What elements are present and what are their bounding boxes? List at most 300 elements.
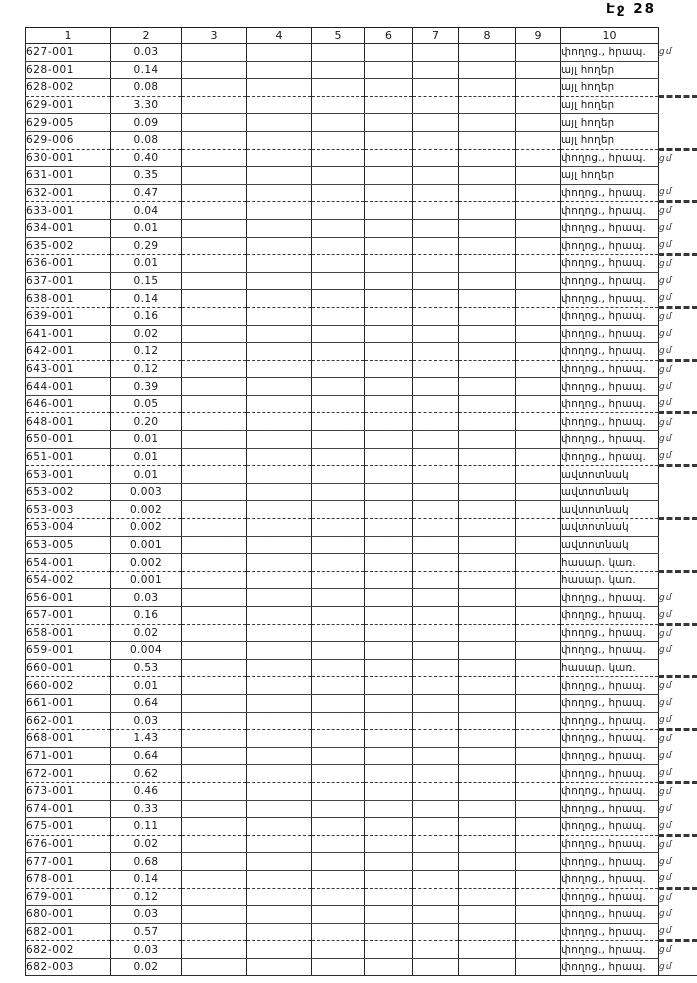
empty-cell bbox=[247, 694, 312, 712]
empty-cell bbox=[459, 131, 516, 149]
margin-note-cell bbox=[659, 554, 697, 572]
empty-cell bbox=[247, 941, 312, 959]
table-row bbox=[26, 906, 697, 924]
empty-cell bbox=[182, 307, 247, 325]
empty-cell bbox=[413, 378, 459, 396]
empty-cell bbox=[413, 941, 459, 959]
table-row bbox=[26, 519, 697, 537]
empty-cell bbox=[247, 835, 312, 853]
empty-cell bbox=[516, 818, 561, 836]
area-value-cell: 0.01 bbox=[111, 255, 182, 273]
empty-cell bbox=[182, 659, 247, 677]
parcel-id-cell: 676-001 bbox=[26, 835, 111, 853]
area-value-cell: 0.40 bbox=[111, 149, 182, 167]
table-row bbox=[26, 431, 697, 449]
empty-cell bbox=[413, 360, 459, 378]
table-row bbox=[26, 642, 697, 660]
parcel-id-cell: 674-001 bbox=[26, 800, 111, 818]
empty-cell bbox=[182, 255, 247, 273]
parcel-id-cell: 661-001 bbox=[26, 694, 111, 712]
column-header: 5 bbox=[312, 28, 365, 44]
empty-cell bbox=[516, 343, 561, 361]
empty-cell bbox=[413, 712, 459, 730]
empty-cell bbox=[312, 923, 365, 941]
parcel-id-cell: 679-001 bbox=[26, 888, 111, 906]
empty-cell bbox=[182, 378, 247, 396]
empty-cell bbox=[312, 589, 365, 607]
land-use-cell: փողոց., հրապ. bbox=[561, 431, 659, 449]
margin-note-cell: ցմ bbox=[659, 448, 697, 466]
empty-cell bbox=[365, 800, 413, 818]
parcel-id-cell: 638-001 bbox=[26, 290, 111, 308]
land-use-cell: այլ հողեր bbox=[561, 96, 659, 114]
empty-cell bbox=[247, 378, 312, 396]
empty-cell bbox=[312, 800, 365, 818]
table-row bbox=[26, 800, 697, 818]
empty-cell bbox=[312, 607, 365, 625]
empty-cell bbox=[459, 184, 516, 202]
margin-note-cell: ցմ bbox=[659, 694, 697, 712]
table-row bbox=[26, 466, 697, 484]
empty-cell bbox=[182, 554, 247, 572]
column-header: 7 bbox=[413, 28, 459, 44]
table-row bbox=[26, 659, 697, 677]
empty-cell bbox=[365, 149, 413, 167]
empty-cell bbox=[459, 923, 516, 941]
empty-cell bbox=[413, 149, 459, 167]
empty-cell bbox=[182, 466, 247, 484]
empty-cell bbox=[247, 325, 312, 343]
table-row bbox=[26, 325, 697, 343]
empty-cell bbox=[365, 659, 413, 677]
empty-cell bbox=[247, 131, 312, 149]
parcel-id-cell: 642-001 bbox=[26, 343, 111, 361]
empty-cell bbox=[413, 782, 459, 800]
empty-cell bbox=[182, 272, 247, 290]
empty-cell bbox=[413, 694, 459, 712]
empty-cell bbox=[312, 61, 365, 79]
empty-cell bbox=[247, 730, 312, 748]
empty-cell bbox=[312, 395, 365, 413]
empty-cell bbox=[365, 395, 413, 413]
empty-cell bbox=[247, 61, 312, 79]
empty-cell bbox=[459, 395, 516, 413]
empty-cell bbox=[182, 290, 247, 308]
page-number-label: Էջ 28 bbox=[606, 1, 657, 17]
empty-cell bbox=[365, 96, 413, 114]
empty-cell bbox=[365, 782, 413, 800]
empty-cell bbox=[365, 818, 413, 836]
area-value-cell: 0.16 bbox=[111, 307, 182, 325]
empty-cell bbox=[365, 184, 413, 202]
column-header: 3 bbox=[182, 28, 247, 44]
empty-cell bbox=[312, 255, 365, 273]
area-value-cell: 0.12 bbox=[111, 360, 182, 378]
land-use-cell: փողոց., հրապ. bbox=[561, 272, 659, 290]
land-use-cell: այլ հողեր bbox=[561, 131, 659, 149]
empty-cell bbox=[413, 519, 459, 537]
parcel-id-cell: 662-001 bbox=[26, 712, 111, 730]
empty-cell bbox=[365, 888, 413, 906]
empty-cell bbox=[182, 360, 247, 378]
empty-cell bbox=[182, 677, 247, 695]
land-use-cell: ավտոտնակ bbox=[561, 519, 659, 537]
empty-cell bbox=[516, 483, 561, 501]
area-value-cell: 0.68 bbox=[111, 853, 182, 871]
empty-cell bbox=[365, 61, 413, 79]
empty-cell bbox=[247, 184, 312, 202]
area-value-cell: 0.02 bbox=[111, 325, 182, 343]
empty-cell bbox=[365, 466, 413, 484]
margin-note-cell: ցմ bbox=[659, 853, 697, 871]
empty-cell bbox=[516, 835, 561, 853]
empty-cell bbox=[459, 888, 516, 906]
empty-cell bbox=[247, 607, 312, 625]
parcel-id-cell: 632-001 bbox=[26, 184, 111, 202]
empty-cell bbox=[365, 360, 413, 378]
parcel-id-cell: 641-001 bbox=[26, 325, 111, 343]
empty-cell bbox=[247, 818, 312, 836]
empty-cell bbox=[413, 184, 459, 202]
margin-note-cell: ցմ bbox=[659, 237, 697, 255]
column-header: 8 bbox=[459, 28, 516, 44]
empty-cell bbox=[413, 325, 459, 343]
empty-cell bbox=[182, 607, 247, 625]
margin-note-cell: ցմ bbox=[659, 589, 697, 607]
land-use-cell: փողոց., հրապ. bbox=[561, 219, 659, 237]
empty-cell bbox=[459, 747, 516, 765]
empty-cell bbox=[516, 958, 561, 976]
empty-cell bbox=[182, 237, 247, 255]
land-use-cell: փողոց., հրապ. bbox=[561, 958, 659, 976]
table-body bbox=[26, 44, 697, 976]
empty-cell bbox=[182, 325, 247, 343]
parcel-id-cell: 633-001 bbox=[26, 202, 111, 220]
empty-cell bbox=[459, 61, 516, 79]
empty-cell bbox=[516, 677, 561, 695]
table-row bbox=[26, 765, 697, 783]
empty-cell bbox=[516, 114, 561, 132]
empty-cell bbox=[312, 360, 365, 378]
margin-note-cell: ցմ bbox=[659, 360, 697, 378]
empty-cell bbox=[182, 131, 247, 149]
empty-cell bbox=[365, 431, 413, 449]
empty-cell bbox=[247, 219, 312, 237]
land-use-cell: փողոց., հրապ. bbox=[561, 307, 659, 325]
table-row bbox=[26, 571, 697, 589]
empty-cell bbox=[312, 184, 365, 202]
parcel-id-cell: 682-003 bbox=[26, 958, 111, 976]
margin-note-cell: ցմ bbox=[659, 307, 697, 325]
empty-cell bbox=[413, 44, 459, 62]
empty-cell bbox=[459, 800, 516, 818]
empty-cell bbox=[182, 624, 247, 642]
table-row bbox=[26, 888, 697, 906]
margin-note-cell: ցմ bbox=[659, 184, 697, 202]
land-use-cell: այլ հողեր bbox=[561, 79, 659, 97]
empty-cell bbox=[459, 79, 516, 97]
empty-cell bbox=[247, 677, 312, 695]
empty-cell bbox=[312, 483, 365, 501]
parcel-id-cell: 631-001 bbox=[26, 167, 111, 185]
land-use-cell: փողոց., հրապ. bbox=[561, 694, 659, 712]
area-value-cell: 0.02 bbox=[111, 835, 182, 853]
land-use-cell: փողոց., հրապ. bbox=[561, 765, 659, 783]
table-row bbox=[26, 360, 697, 378]
empty-cell bbox=[516, 800, 561, 818]
area-value-cell: 0.01 bbox=[111, 219, 182, 237]
empty-cell bbox=[516, 624, 561, 642]
empty-cell bbox=[516, 131, 561, 149]
table-row bbox=[26, 870, 697, 888]
empty-cell bbox=[516, 44, 561, 62]
empty-cell bbox=[312, 624, 365, 642]
parcel-id-cell: 672-001 bbox=[26, 765, 111, 783]
empty-cell bbox=[182, 694, 247, 712]
empty-cell bbox=[516, 607, 561, 625]
empty-cell bbox=[247, 96, 312, 114]
empty-cell bbox=[459, 571, 516, 589]
area-value-cell: 0.03 bbox=[111, 906, 182, 924]
empty-cell bbox=[365, 571, 413, 589]
parcel-id-cell: 646-001 bbox=[26, 395, 111, 413]
area-value-cell: 0.003 bbox=[111, 483, 182, 501]
empty-cell bbox=[312, 202, 365, 220]
empty-cell bbox=[413, 607, 459, 625]
parcel-id-cell: 648-001 bbox=[26, 413, 111, 431]
land-use-cell: փողոց., հրապ. bbox=[561, 607, 659, 625]
parcel-id-cell: 644-001 bbox=[26, 378, 111, 396]
empty-cell bbox=[182, 853, 247, 871]
empty-cell bbox=[413, 61, 459, 79]
empty-cell bbox=[365, 167, 413, 185]
empty-cell bbox=[312, 325, 365, 343]
empty-cell bbox=[182, 818, 247, 836]
land-use-cell: փողոց., հրապ. bbox=[561, 712, 659, 730]
empty-cell bbox=[516, 448, 561, 466]
table-header-row bbox=[26, 28, 697, 44]
area-value-cell: 0.15 bbox=[111, 272, 182, 290]
empty-cell bbox=[459, 835, 516, 853]
empty-cell bbox=[516, 325, 561, 343]
empty-cell bbox=[459, 448, 516, 466]
table-row bbox=[26, 413, 697, 431]
empty-cell bbox=[459, 360, 516, 378]
empty-cell bbox=[413, 677, 459, 695]
empty-cell bbox=[247, 642, 312, 660]
empty-cell bbox=[459, 149, 516, 167]
empty-cell bbox=[516, 431, 561, 449]
empty-cell bbox=[413, 114, 459, 132]
column-header: 2 bbox=[111, 28, 182, 44]
empty-cell bbox=[459, 554, 516, 572]
empty-cell bbox=[413, 906, 459, 924]
empty-cell bbox=[365, 853, 413, 871]
empty-cell bbox=[365, 219, 413, 237]
empty-cell bbox=[413, 343, 459, 361]
empty-cell bbox=[312, 167, 365, 185]
margin-note-cell: ցմ bbox=[659, 835, 697, 853]
empty-cell bbox=[247, 114, 312, 132]
margin-note-cell bbox=[659, 659, 697, 677]
empty-cell bbox=[182, 712, 247, 730]
area-value-cell: 0.64 bbox=[111, 747, 182, 765]
empty-cell bbox=[247, 659, 312, 677]
margin-note-cell: ցմ bbox=[659, 958, 697, 976]
empty-cell bbox=[413, 835, 459, 853]
land-use-cell: փողոց., հրապ. bbox=[561, 835, 659, 853]
margin-note-cell: ցմ bbox=[659, 272, 697, 290]
empty-cell bbox=[413, 554, 459, 572]
empty-cell bbox=[312, 536, 365, 554]
empty-cell bbox=[459, 501, 516, 519]
empty-cell bbox=[247, 149, 312, 167]
margin-note-cell: ցմ bbox=[659, 782, 697, 800]
area-value-cell: 0.01 bbox=[111, 677, 182, 695]
empty-cell bbox=[182, 941, 247, 959]
parcel-id-cell: 682-001 bbox=[26, 923, 111, 941]
empty-cell bbox=[182, 448, 247, 466]
land-use-cell: փողոց., հրապ. bbox=[561, 325, 659, 343]
empty-cell bbox=[312, 677, 365, 695]
margin-note-cell: ցմ bbox=[659, 730, 697, 748]
empty-cell bbox=[459, 589, 516, 607]
empty-cell bbox=[459, 202, 516, 220]
margin-note-cell: ցմ bbox=[659, 395, 697, 413]
empty-cell bbox=[516, 906, 561, 924]
empty-cell bbox=[459, 712, 516, 730]
table-row bbox=[26, 44, 697, 62]
empty-cell bbox=[413, 395, 459, 413]
parcel-id-cell: 654-002 bbox=[26, 571, 111, 589]
land-use-cell: փողոց., հրապ. bbox=[561, 677, 659, 695]
empty-cell bbox=[182, 483, 247, 501]
area-value-cell: 0.29 bbox=[111, 237, 182, 255]
area-value-cell: 0.01 bbox=[111, 448, 182, 466]
parcel-id-cell: 657-001 bbox=[26, 607, 111, 625]
empty-cell bbox=[413, 79, 459, 97]
empty-cell bbox=[516, 923, 561, 941]
empty-cell bbox=[312, 765, 365, 783]
margin-note-cell bbox=[659, 131, 697, 149]
empty-cell bbox=[413, 589, 459, 607]
table-row bbox=[26, 96, 697, 114]
area-value-cell: 0.12 bbox=[111, 343, 182, 361]
empty-cell bbox=[516, 307, 561, 325]
area-value-cell: 0.39 bbox=[111, 378, 182, 396]
empty-cell bbox=[182, 395, 247, 413]
margin-note-cell bbox=[659, 96, 697, 114]
empty-cell bbox=[365, 290, 413, 308]
empty-cell bbox=[247, 765, 312, 783]
parcel-id-cell: 675-001 bbox=[26, 818, 111, 836]
area-value-cell: 0.35 bbox=[111, 167, 182, 185]
empty-cell bbox=[247, 307, 312, 325]
empty-cell bbox=[247, 554, 312, 572]
empty-cell bbox=[312, 44, 365, 62]
empty-cell bbox=[182, 149, 247, 167]
margin-note-cell: ցմ bbox=[659, 413, 697, 431]
empty-cell bbox=[516, 202, 561, 220]
empty-cell bbox=[413, 466, 459, 484]
empty-cell bbox=[459, 818, 516, 836]
empty-cell bbox=[459, 870, 516, 888]
empty-cell bbox=[365, 255, 413, 273]
area-value-cell: 0.12 bbox=[111, 888, 182, 906]
margin-note-cell bbox=[659, 536, 697, 554]
empty-cell bbox=[247, 571, 312, 589]
empty-cell bbox=[182, 835, 247, 853]
empty-cell bbox=[413, 730, 459, 748]
margin-note-cell bbox=[659, 79, 697, 97]
empty-cell bbox=[365, 325, 413, 343]
empty-cell bbox=[312, 413, 365, 431]
empty-cell bbox=[247, 395, 312, 413]
margin-note-cell bbox=[659, 466, 697, 484]
empty-cell bbox=[516, 61, 561, 79]
empty-cell bbox=[365, 519, 413, 537]
empty-cell bbox=[413, 659, 459, 677]
empty-cell bbox=[182, 96, 247, 114]
table-row bbox=[26, 730, 697, 748]
table-row bbox=[26, 536, 697, 554]
empty-cell bbox=[312, 747, 365, 765]
table-row bbox=[26, 272, 697, 290]
empty-cell bbox=[365, 870, 413, 888]
empty-cell bbox=[247, 272, 312, 290]
empty-cell bbox=[365, 202, 413, 220]
land-use-cell: փողոց., հրապ. bbox=[561, 290, 659, 308]
land-use-cell: փողոց., հրապ. bbox=[561, 624, 659, 642]
parcel-id-cell: 636-001 bbox=[26, 255, 111, 273]
parcel-id-cell: 682-002 bbox=[26, 941, 111, 959]
empty-cell bbox=[516, 659, 561, 677]
table-row bbox=[26, 694, 697, 712]
parcel-id-cell: 660-001 bbox=[26, 659, 111, 677]
empty-cell bbox=[459, 730, 516, 748]
empty-cell bbox=[459, 466, 516, 484]
empty-cell bbox=[247, 624, 312, 642]
empty-cell bbox=[459, 853, 516, 871]
empty-cell bbox=[459, 44, 516, 62]
area-value-cell: 0.14 bbox=[111, 61, 182, 79]
empty-cell bbox=[182, 906, 247, 924]
empty-cell bbox=[312, 642, 365, 660]
empty-cell bbox=[312, 149, 365, 167]
parcel-id-cell: 653-002 bbox=[26, 483, 111, 501]
empty-cell bbox=[182, 167, 247, 185]
table-row bbox=[26, 290, 697, 308]
margin-note-cell bbox=[659, 571, 697, 589]
land-use-cell: փողոց., հրապ. bbox=[561, 747, 659, 765]
table-row bbox=[26, 818, 697, 836]
area-value-cell: 0.64 bbox=[111, 694, 182, 712]
empty-cell bbox=[365, 114, 413, 132]
land-use-cell: փողոց., հրապ. bbox=[561, 255, 659, 273]
empty-cell bbox=[247, 431, 312, 449]
empty-cell bbox=[516, 219, 561, 237]
empty-cell bbox=[516, 96, 561, 114]
empty-cell bbox=[516, 79, 561, 97]
land-use-cell: փողոց., հրապ. bbox=[561, 413, 659, 431]
table-row bbox=[26, 554, 697, 572]
area-value-cell: 0.03 bbox=[111, 589, 182, 607]
margin-note-cell: ցմ bbox=[659, 870, 697, 888]
parcel-id-cell: 680-001 bbox=[26, 906, 111, 924]
empty-cell bbox=[516, 466, 561, 484]
empty-cell bbox=[516, 853, 561, 871]
area-value-cell: 0.03 bbox=[111, 941, 182, 959]
